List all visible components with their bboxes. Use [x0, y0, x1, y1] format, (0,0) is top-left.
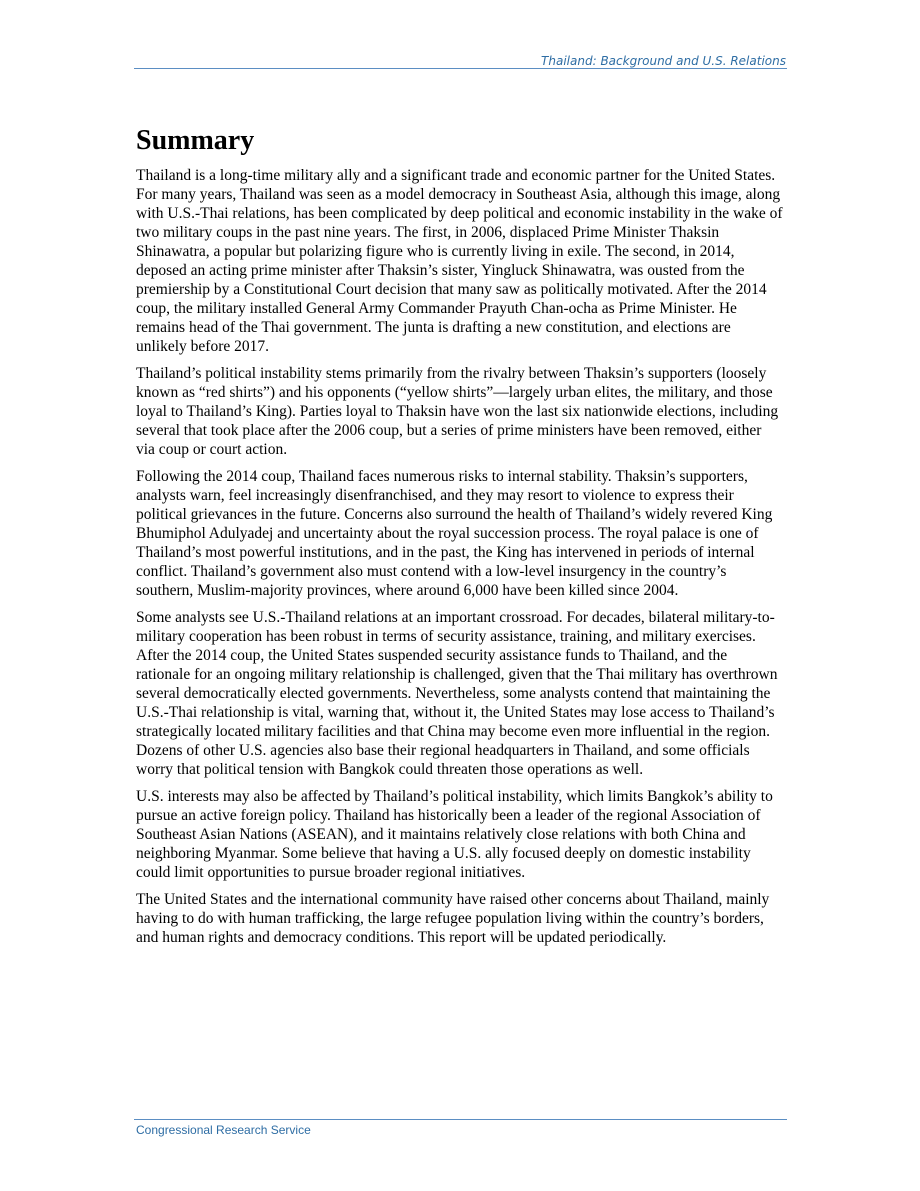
- paragraph-2: Thailand’s political instability stems primarily from the rivalry between Thaksin’s supporters (loosely known as “red shirts”) and his opponents (“yellow shirts”—largely urban elites, the military, and those loyal to Thailand’s King). Parties loyal to Thaksin have won the last six nationwide elections, including several that took place after the 2006 coup, but a series of prime ministers have been removed, either via coup or court action.: [136, 365, 779, 458]
- header-divider: [134, 68, 787, 69]
- paragraph-3: Following the 2014 coup, Thailand faces numerous risks to internal stability. Thaksin’s supporters, analysts warn, feel increasingly disenfranchised, and they may resort to violence to express their political grievances in the future. Concerns also surround the health of Thailand’s widely revered King Bhumiphol Adulyadej and uncertainty about the royal succession process. The royal palace is one of Thailand’s most powerful institutions, and in the past, the King has intervened in periods of internal conflict. Thailand’s government also must contend with a low-level insurgency in the country’s southern, Muslim-majority provinces, where around 6,000 have been killed since 2004.: [136, 468, 773, 599]
- paragraph-6: The United States and the international community have raised other concerns about Thailand, mainly having to do with human trafficking, the large refugee population living within the country’s borders, and human rights and democracy conditions. This report will be updated periodically.: [136, 891, 770, 946]
- section-heading: Summary: [136, 125, 255, 156]
- footer-organization: Congressional Research Service: [136, 1123, 311, 1137]
- main-content: [136, 122, 784, 955]
- running-title: Thailand: Background and U.S. Relations: [541, 54, 786, 68]
- paragraph-5: U.S. interests may also be affected by Thailand’s political instability, which limits Bangkok’s ability to pursue an active foreign policy. Thailand has historically been a leader of the regional Association of Southeast Asian Nations (ASEAN), and it maintains relatively close relations with both China and neighboring Myanmar. Some believe that having a U.S. ally focused deeply on domestic instability could limit opportunities to pursue broader regional initiatives.: [136, 788, 773, 881]
- paragraph-1: Thailand is a long-time military ally and a significant trade and economic partner for the United States. For many years, Thailand was seen as a model democracy in Southeast Asia, although this image, along with U.S.-Thai relations, has been complicated by deep political and economic instability in the wake of two military coups in the past nine years. The first, in 2006, displaced Prime Minister Thaksin Shinawatra, a popular but polarizing figure who is currently living in exile. The second, in 2014, deposed an acting prime minister after Thaksin’s sister, Yingluck Shinawatra, was ousted from the premiership by a Constitutional Court decision that many saw as politically motivated. After the 2014 coup, the military installed General Army Commander Prayuth Chan-ocha as Prime Minister. He remains head of the Thai government. The junta is drafting a new constitution, and elections are unlikely before 2017.: [136, 167, 783, 355]
- paragraph-4: Some analysts see U.S.-Thailand relations at an important crossroad. For decades, bilateral military-to-military cooperation has been robust in terms of security assistance, training, and military exercises. After the 2014 coup, the United States suspended security assistance funds to Thailand, and the rationale for an ongoing military relationship is challenged, given that the Thai military has overthrown several democratically elected governments. Nevertheless, some analysts contend that maintaining the U.S.-Thai relationship is vital, warning that, without it, the United States may lose access to Thailand’s strategically located military facilities and that China may become even more influential in the region. Dozens of other U.S. agencies also base their regional headquarters in Thailand, and some officials worry that political tension with Bangkok could threaten those operations as well.: [136, 609, 778, 778]
- footer-divider: [134, 1119, 787, 1120]
